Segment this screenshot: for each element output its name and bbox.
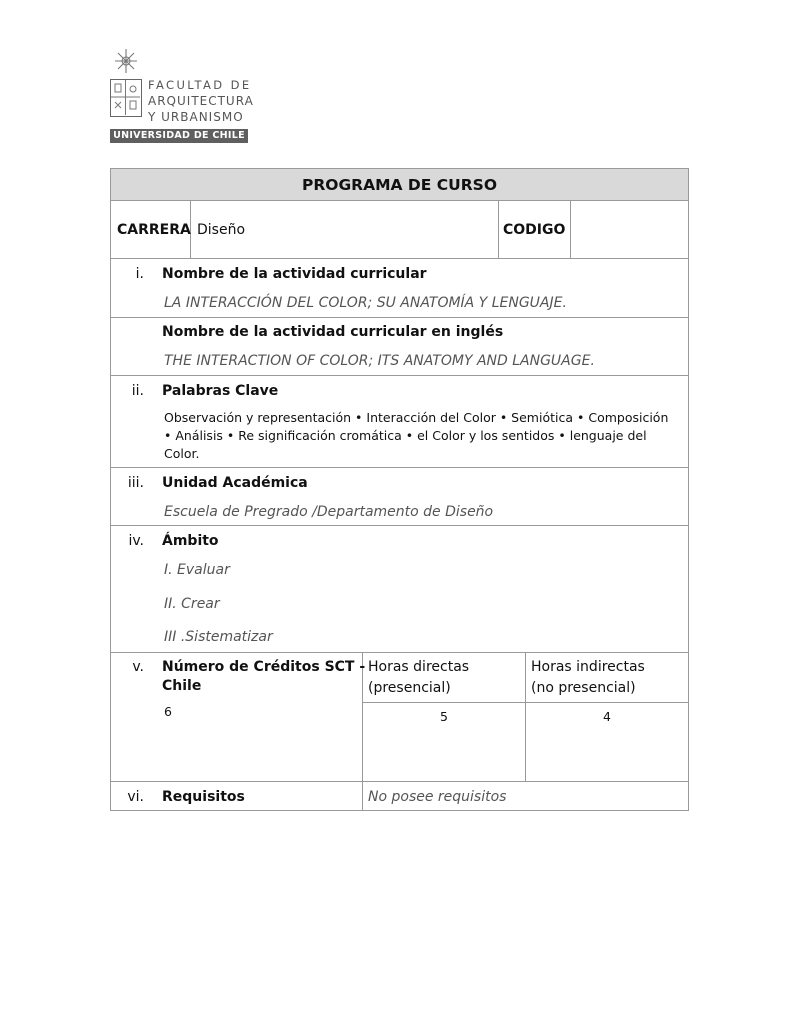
divider [110,467,689,468]
section-number: vi. [127,789,144,805]
indirect-hours-label: (no presencial) [531,680,636,696]
divider [110,258,689,259]
section-number: ii. [131,383,144,399]
section-label: Requisitos [162,789,245,805]
keywords-line: Observación y representación • Interacción del Color • Semiótica • Composición [164,410,669,425]
divider [110,525,689,526]
course-name-value: LA INTERACCIÓN DEL COLOR; SU ANATOMÍA Y LENGUAJE. [164,295,567,311]
codigo-label: CODIGO [503,222,566,238]
scope-item: I. Evaluar [164,562,230,578]
section-label: Unidad Académica [162,475,308,491]
divider [498,200,499,258]
section-number: i. [135,266,144,282]
divider [110,200,689,201]
direct-hours-label: (presencial) [368,680,451,696]
divider [110,652,689,653]
section-label: Nombre de la actividad curricular en inglés [162,324,504,340]
scope-item: II. Crear [164,596,220,612]
logo-line-urbanismo: Y URBANISMO [148,110,244,124]
section-label: Ámbito [162,533,219,549]
section-number: iii. [127,475,144,491]
section-label: Nombre de la actividad curricular [162,266,427,282]
star-emblem-icon [112,47,140,77]
indirect-hours-label: Horas indirectas [531,659,645,675]
logo-line-arquitectura: ARQUITECTURA [148,94,254,108]
divider [110,375,689,376]
direct-hours-value: 5 [440,709,448,724]
divider [110,317,689,318]
carrera-label: CARRERA [117,222,191,238]
logo-line-faculty: FACULTAD DE [148,78,252,92]
page-title: PROGRAMA DE CURSO [301,176,498,194]
divider [570,200,571,258]
shield-icon [110,79,142,117]
keywords-line: • Análisis • Re significación cromática • el Color y los sentidos • lenguaje del [164,428,647,443]
scope-item: III .Sistematizar [164,629,273,645]
section-label: Chile [162,678,202,694]
section-label: Palabras Clave [162,383,279,399]
divider [362,652,363,811]
requirements-value: No posee requisitos [368,789,507,805]
academic-unit-value: Escuela de Pregrado /Departamento de Diseño [164,504,494,520]
section-number: iv. [128,533,144,549]
course-name-english-value: THE INTERACTION OF COLOR; ITS ANATOMY AND LANGUAGE. [164,353,595,369]
indirect-hours-value: 4 [603,709,611,724]
keywords-line: Color. [164,446,200,461]
section-number: v. [132,659,144,675]
faculty-logo [110,47,254,143]
credits-value: 6 [164,704,172,719]
logo-university-bar: UNIVERSIDAD DE CHILE [110,129,248,143]
section-label: Número de Créditos SCT - [162,659,366,675]
carrera-value: Diseño [197,222,246,238]
divider [110,781,689,782]
direct-hours-label: Horas directas [368,659,470,675]
